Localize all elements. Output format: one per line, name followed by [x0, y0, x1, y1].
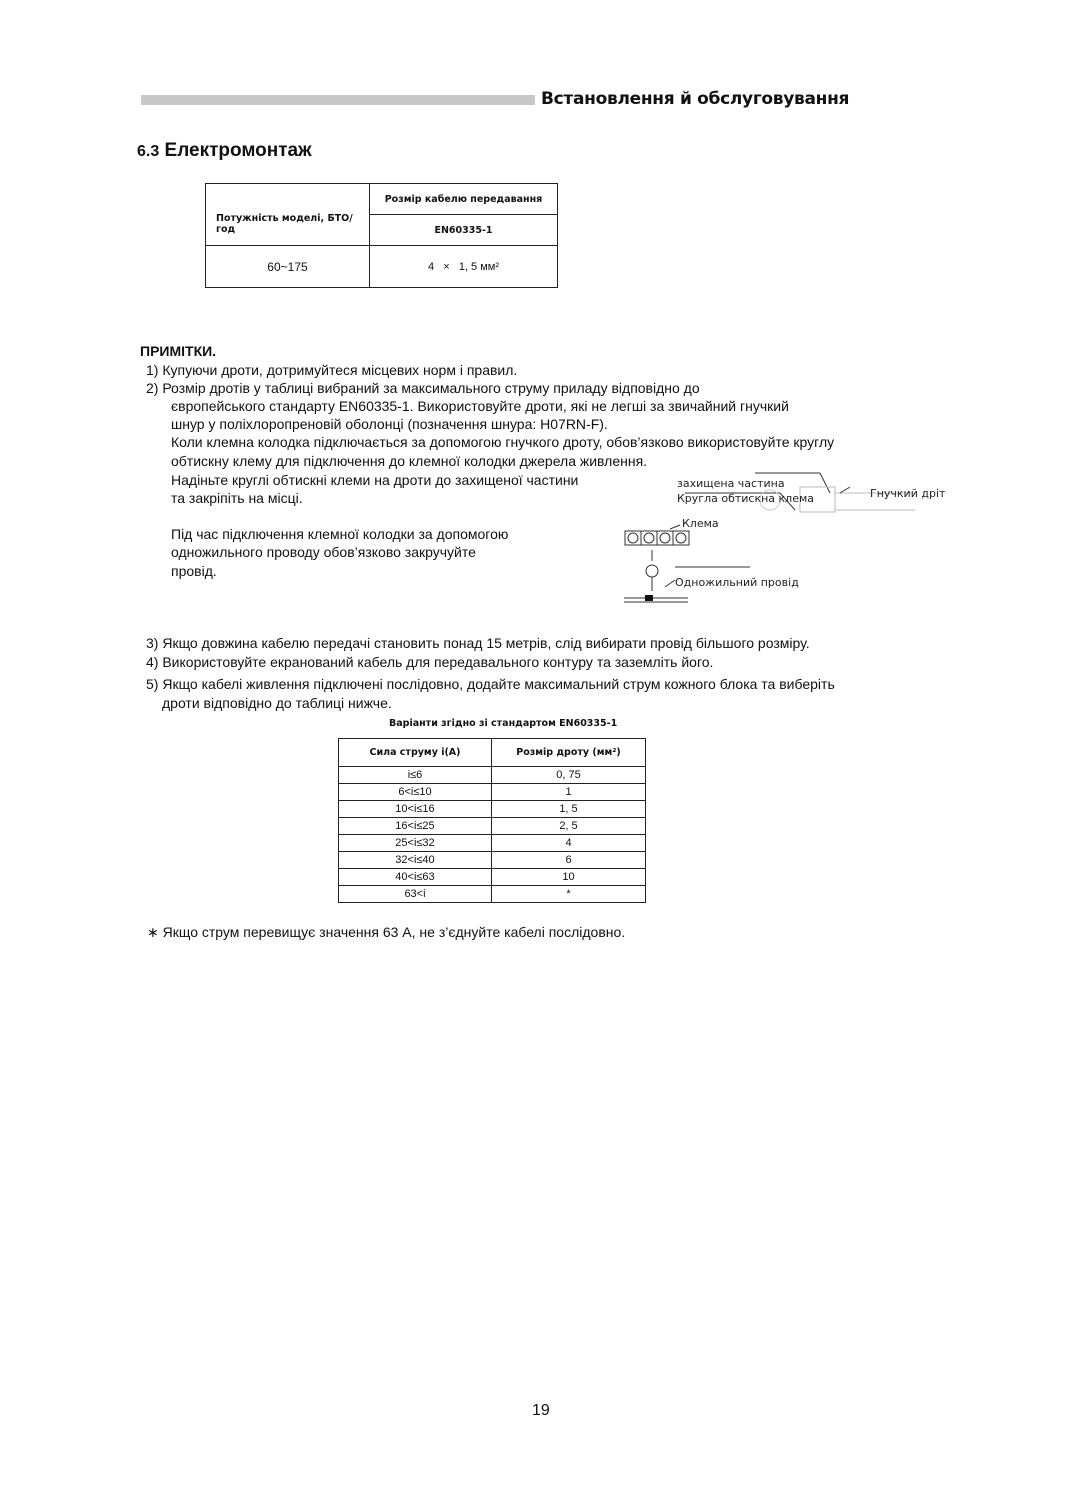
- note-2-line: шнур у поліхлоропреновій оболонці (позначення шнура: H07RN-F).: [171, 416, 608, 432]
- table-row: [339, 784, 646, 801]
- note-2-line: обтискну клему для підключення до клемної колодки джерела живлення.: [171, 453, 648, 469]
- note-5: 5) Якщо кабелі живлення підключені послідовно, додайте максимальний струм кожного блока та виберіть: [146, 676, 835, 692]
- cell-size: 4 × 1, 5 мм²: [370, 246, 558, 288]
- cell-wire-size: *: [492, 886, 646, 903]
- note-1: 1) Купуючи дроти, дотримуйтеся місцевих норм і правил.: [146, 362, 518, 378]
- col-wire-header: Розмір дроту (мм²): [492, 739, 646, 767]
- note-2-line: Під час підключення клемної колодки за допомогою: [171, 526, 509, 542]
- cell-current: i≤6: [339, 767, 492, 784]
- table-row: [339, 852, 646, 869]
- note-2-line: європейського стандарту EN60335-1. Використовуйте дроти, які не легші за звичайний гнучкий: [171, 398, 789, 414]
- cell-wire-size: 0, 75: [492, 767, 646, 784]
- notes-heading: ПРИМІТКИ.: [140, 343, 217, 359]
- wire-size-table: [338, 738, 646, 903]
- label-solid-wire: Одножильний провід: [675, 576, 799, 589]
- note-2-line: одножильного проводу обов’язково закручуйте: [171, 544, 476, 560]
- table-row: [339, 869, 646, 886]
- cell-wire-size: 2, 5: [492, 818, 646, 835]
- cell-wire-size: 1: [492, 784, 646, 801]
- table2-caption: Варіанти згідно зі стандартом EN60335-1: [389, 718, 618, 729]
- table-row: [339, 818, 646, 835]
- cell-current: 6<i≤10: [339, 784, 492, 801]
- table-row: [339, 801, 646, 818]
- cell-wire-size: 4: [492, 835, 646, 852]
- cell-current: 63<i: [339, 886, 492, 903]
- cell-wire-size: 6: [492, 852, 646, 869]
- cell-wire-size: 10: [492, 869, 646, 886]
- footnote: ∗ Якщо струм перевищує значення 63 A, не з’єднуйте кабелі послідовно.: [147, 924, 626, 940]
- note-5-line: дроти відповідно до таблиці нижче.: [162, 695, 392, 711]
- cell-current: 10<i≤16: [339, 801, 492, 818]
- cell-current: 32<i≤40: [339, 852, 492, 869]
- cell-wire-size: 1, 5: [492, 801, 646, 818]
- table-row: [339, 886, 646, 903]
- note-2-line: провід.: [171, 563, 217, 579]
- label-flexible-wire: Гнучкий дріт: [870, 487, 946, 500]
- note-4: 4) Використовуйте екранований кабель для передавального контуру та заземліть його.: [146, 654, 714, 670]
- table-row: [339, 835, 646, 852]
- note-2: 2) Розмір дротів у таблиці вибраний за максимального струму приладу відповідно до: [146, 380, 700, 396]
- cell-model: 60~175: [206, 246, 370, 288]
- label-terminal: Клема: [682, 517, 719, 530]
- note-3: 3) Якщо довжина кабелю передачі становить понад 15 метрів, слід вибирати провід більшого розміру.: [146, 635, 810, 651]
- page-number: 19: [532, 1402, 550, 1419]
- cell-current: 16<i≤25: [339, 818, 492, 835]
- cell-current: 25<i≤32: [339, 835, 492, 852]
- cell-current: 40<i≤63: [339, 869, 492, 886]
- col-size-standard: EN60335-1: [370, 215, 558, 246]
- header-bar: [141, 95, 535, 105]
- label-protected-part: захищена частина: [677, 477, 785, 490]
- label-ring-terminal: Кругла обтискна клема: [677, 492, 815, 505]
- col-current-header: Сила струму i(A): [339, 739, 492, 767]
- col-size-header: Розмір кабелю передавання: [370, 184, 558, 215]
- note-2-line: Коли клемна колодка підключається за допомогою гнучкого дроту, обов’язково використовуйте круглу: [171, 434, 835, 450]
- note-2-line: та закріпіть на місці.: [171, 490, 303, 506]
- col-model-header: Потужність моделі, БТО/год: [206, 184, 370, 246]
- cable-size-table: [205, 183, 558, 288]
- section-header: Встановлення й обслуговування: [541, 89, 850, 109]
- note-2-line: Надіньте круглі обтискні клеми на дроти до захищеної частини: [171, 472, 579, 488]
- page-title: 6.3 Електромонтаж: [137, 140, 312, 161]
- table-row: [339, 767, 646, 784]
